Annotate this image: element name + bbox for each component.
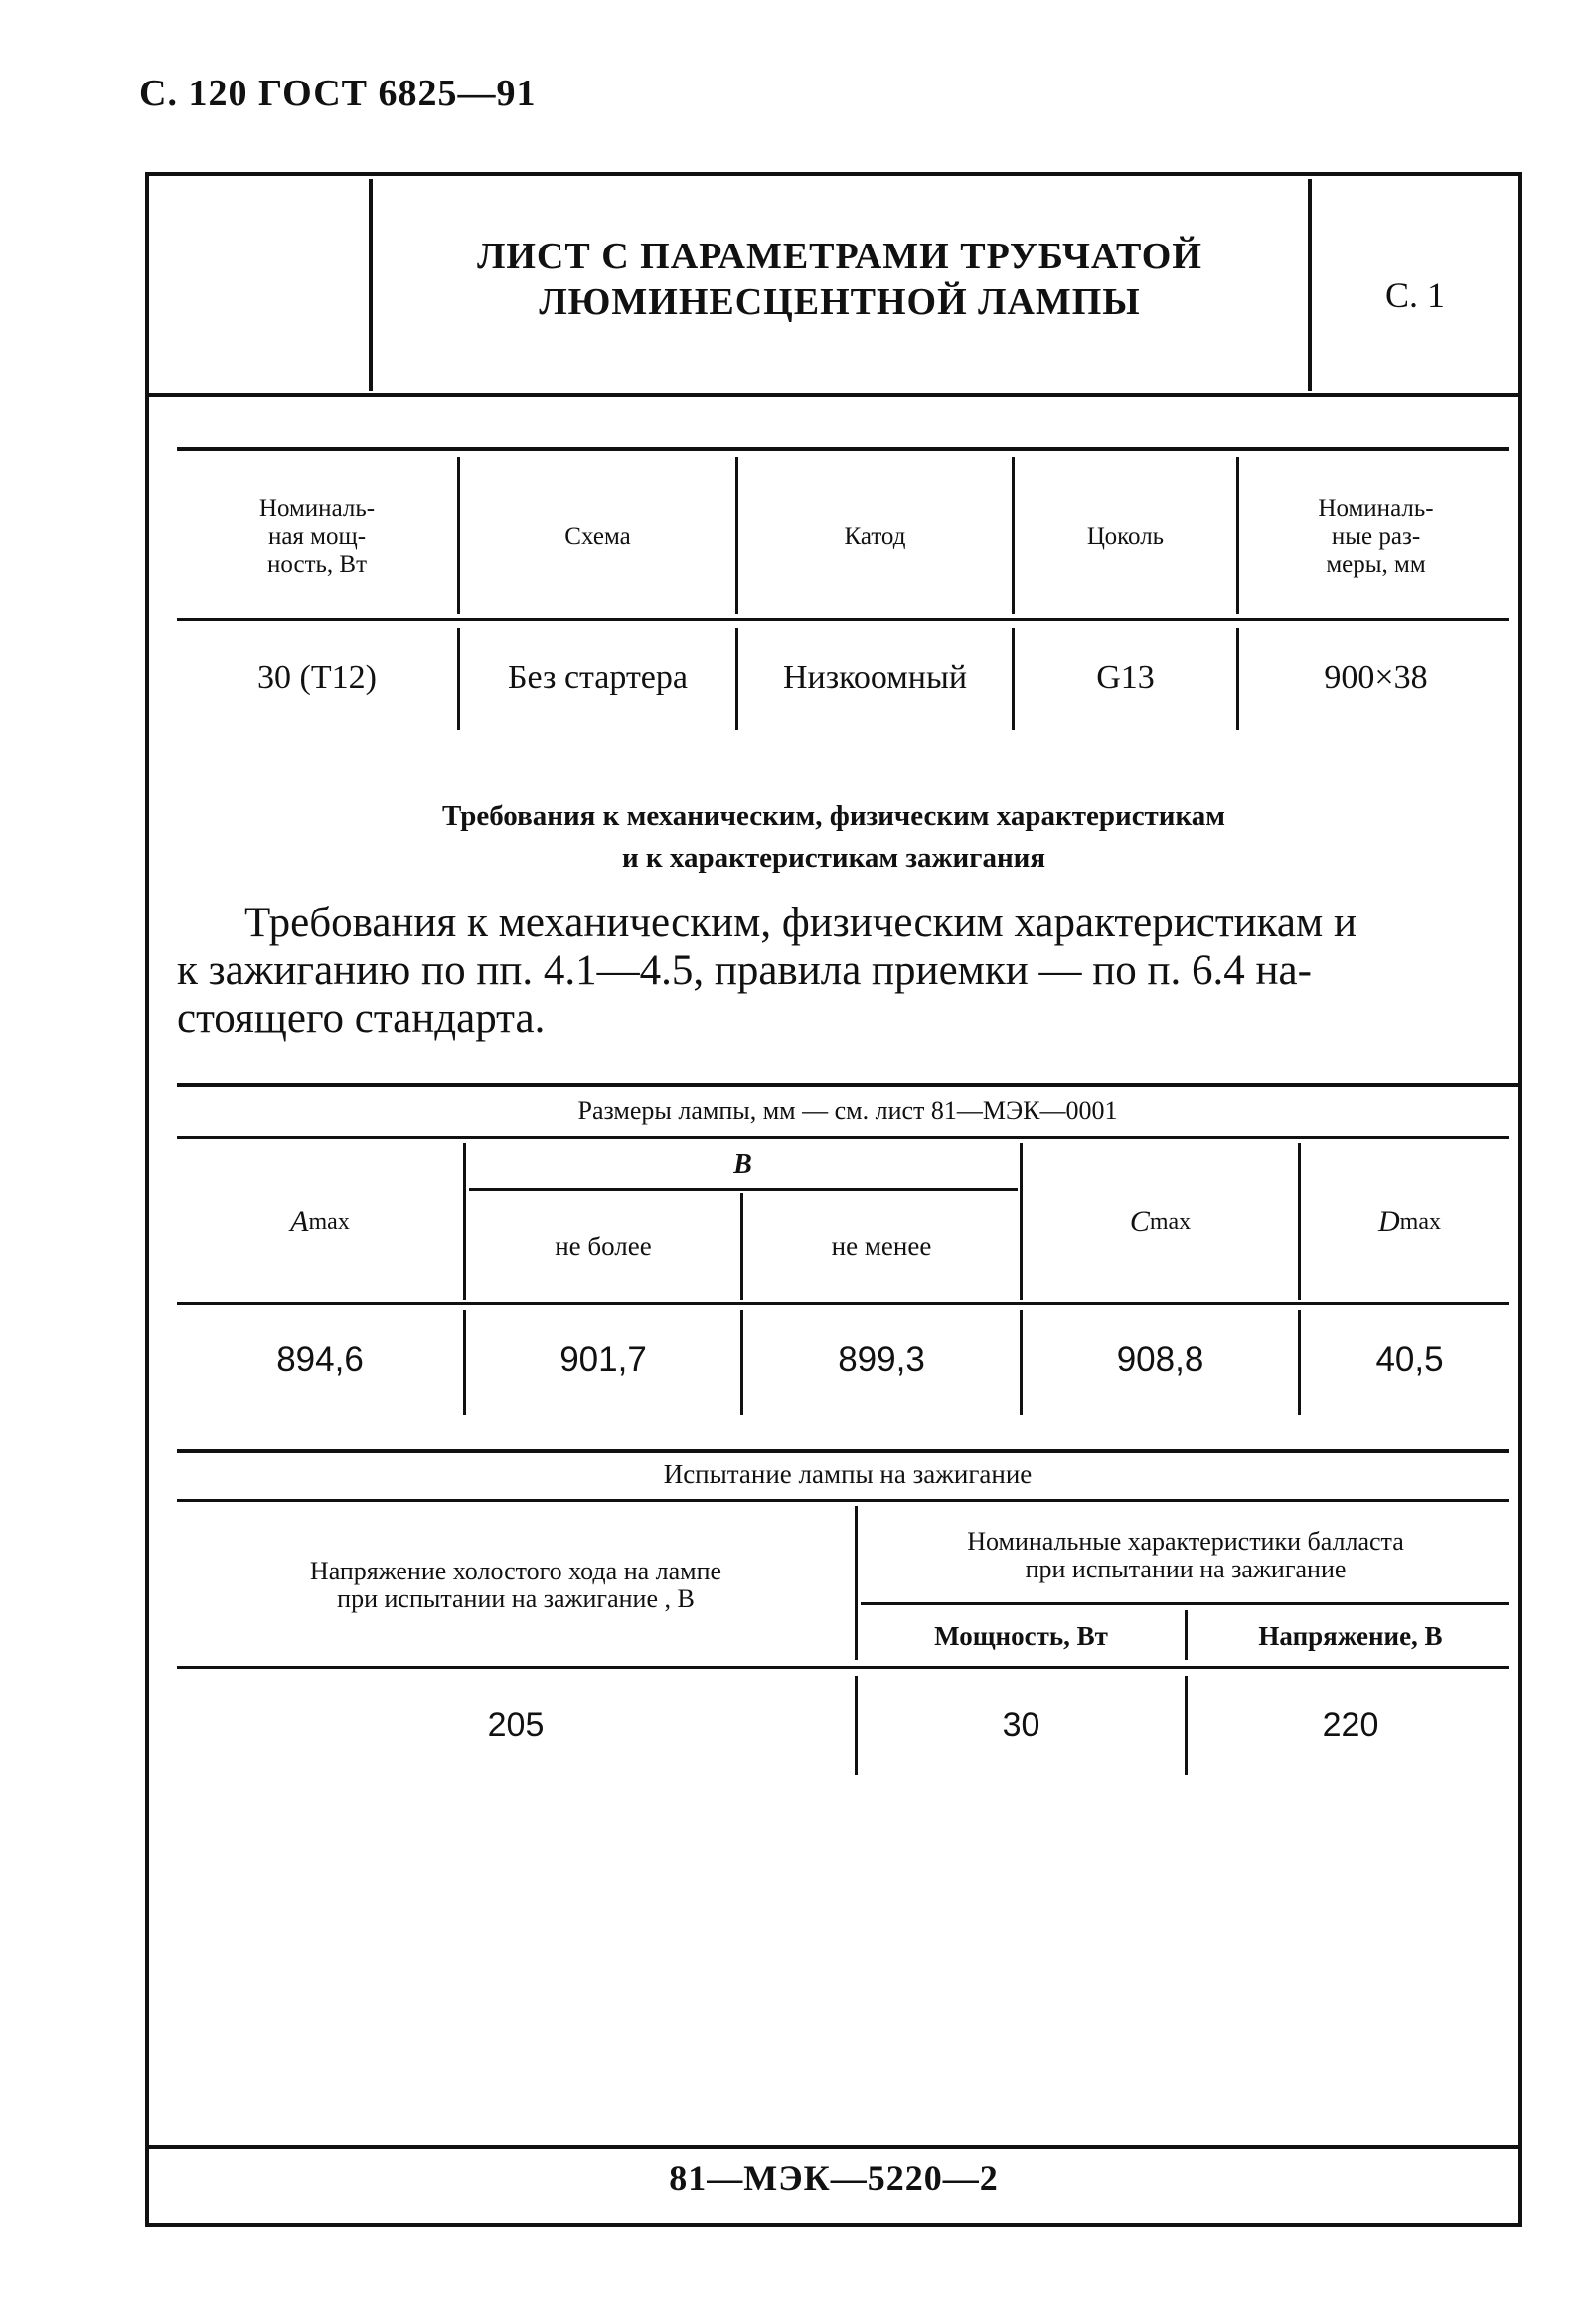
dims-header-c-sub: max — [1149, 1208, 1192, 1235]
ignition-header-ballast-line1: Номинальные характеристики балласта — [967, 1527, 1404, 1556]
ignition-header-voltage-line1: Напряжение холостого хода на лампе — [309, 1557, 722, 1585]
ignition-header-voltage — [177, 1506, 855, 1665]
dims-header-a-sub: max — [308, 1208, 350, 1235]
dims-caption-line — [177, 1136, 1509, 1139]
sheet-title-line1: ЛИСТ С ПАРАМЕТРАМИ ТРУБЧАТОЙ — [477, 236, 1202, 277]
dims-value-b-not-less: 899,3 — [838, 1340, 925, 1379]
requirements-heading-line2: и к характеристикам зажигания — [621, 842, 1046, 874]
params-header-dimensions-line3: меры, мм — [1326, 551, 1426, 578]
params-header-cathode: Катод — [844, 523, 906, 550]
ignition-header-voltage-line2: при испытании на зажигание , В — [337, 1584, 695, 1613]
title-bottom-line — [149, 393, 1518, 397]
dims-header-b: B — [733, 1149, 752, 1180]
params-value-base: G13 — [1096, 659, 1155, 696]
ignition-header-power: Мощность, Вт — [934, 1620, 1108, 1651]
params-value-dimensions: 900×38 — [1324, 659, 1428, 696]
dims-header-d-sub: max — [1399, 1208, 1441, 1235]
dims-header-a-letter: A — [290, 1205, 309, 1238]
sheet-page-label: С. 1 — [1384, 275, 1445, 315]
dims-header-a — [177, 1143, 463, 1300]
params-header-dimensions — [1239, 457, 1513, 616]
params-header-dimensions-line1: Номиналь- — [1318, 495, 1434, 522]
frame-top-line — [145, 172, 1522, 176]
dims-header-d-letter: D — [1378, 1205, 1400, 1238]
params-header-power-line2: ная мощ- — [267, 523, 367, 550]
params-top-line — [177, 447, 1509, 451]
params-header-power-line1: Номиналь- — [258, 495, 376, 522]
ignition-top-line — [177, 1449, 1509, 1453]
ignition-caption-line — [177, 1499, 1509, 1502]
ignition-header-sub-voltage: Напряжение, В — [1258, 1620, 1443, 1651]
params-header-dimensions-line2: ные раз- — [1331, 523, 1421, 550]
dims-value-c-max: 908,8 — [1116, 1340, 1204, 1379]
dims-b-underline — [469, 1188, 1018, 1191]
params-header-base: Цоколь — [1086, 523, 1165, 550]
ignition-ballast-underline — [861, 1602, 1509, 1605]
sheet-footer: 81—МЭК—5220—2 — [669, 2158, 999, 2198]
requirements-heading-line1: Требования к механическим, физическим характеристикам — [441, 800, 1226, 832]
page-header: С. 120 ГОСТ 6825—91 — [139, 73, 537, 114]
title-left-divider — [369, 179, 373, 391]
ignition-header-line — [177, 1666, 1509, 1669]
dims-caption: Размеры лампы, мм — см. лист 81—МЭК—0001 — [577, 1096, 1118, 1125]
requirements-heading — [149, 795, 1518, 879]
ignition-value-ballast-voltage: 220 — [1322, 1705, 1379, 1743]
params-header-power — [177, 457, 457, 616]
sheet-title-line2: ЛЮМИНЕСЦЕНТНОЙ ЛАМПЫ — [539, 281, 1141, 323]
requirements-text-line3: стоящего стандарта. — [177, 995, 546, 1042]
requirements-text-line1: Требования к механическим, физическим характеристикам и — [244, 900, 1357, 946]
ignition-header-ballast-line2: при испытании на зажигание — [1025, 1555, 1347, 1583]
params-value-scheme: Без стартера — [507, 659, 688, 696]
requirements-text — [177, 900, 1518, 1043]
dims-top-line — [177, 1083, 1518, 1087]
footer-line — [149, 2145, 1518, 2149]
sheet-title — [378, 234, 1302, 325]
requirements-text-line2: к зажиганию по пп. 4.1—4.5, правила приемки — по п. 6.4 на- — [177, 947, 1312, 994]
title-right-divider — [1308, 179, 1312, 391]
params-value-power: 30 (Т12) — [257, 659, 377, 696]
dims-value-d-max: 40,5 — [1375, 1340, 1444, 1379]
dims-header-c-letter: C — [1129, 1205, 1150, 1238]
dims-header-b-not-less: не менее — [831, 1232, 932, 1261]
dims-header-c — [1023, 1143, 1298, 1300]
params-header-power-line3: ность, Вт — [266, 551, 368, 578]
ignition-value-voltage: 205 — [487, 1705, 545, 1743]
dims-value-b-not-more: 901,7 — [559, 1340, 647, 1379]
dims-value-a-max: 894,6 — [276, 1340, 364, 1379]
frame-right-line — [1518, 172, 1522, 2227]
dims-header-d — [1301, 1143, 1518, 1300]
params-value-cathode: Низкоомный — [782, 659, 968, 696]
dims-header-b-not-more: не более — [555, 1232, 652, 1261]
frame-bottom-line — [145, 2223, 1522, 2227]
params-header-line — [177, 618, 1509, 621]
frame-left-line — [145, 172, 149, 2227]
params-header-scheme: Схема — [564, 523, 631, 550]
ignition-value-power: 30 — [1002, 1705, 1040, 1743]
ignition-header-ballast — [858, 1511, 1514, 1600]
dims-header-line — [177, 1302, 1509, 1305]
ignition-caption: Испытание лампы на зажигание — [663, 1459, 1033, 1489]
